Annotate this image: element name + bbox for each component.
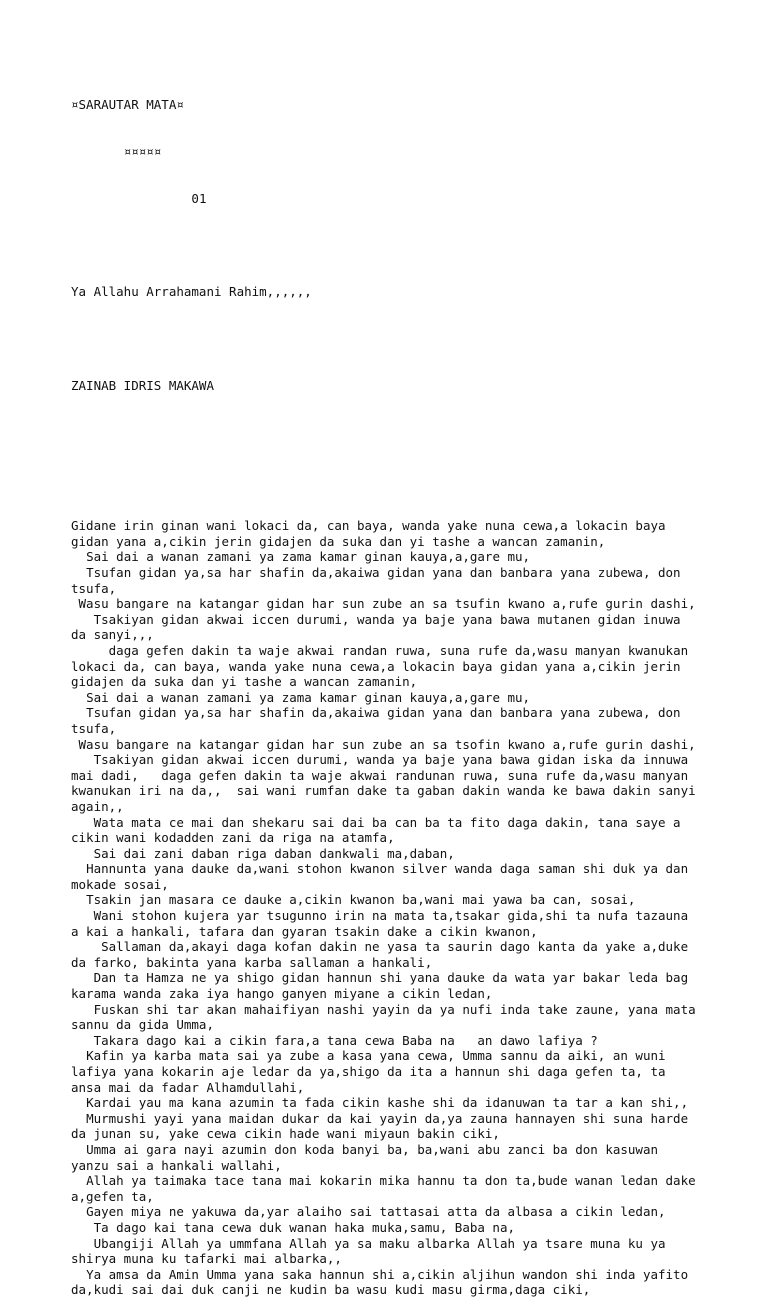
body-text-line: Kardai yau ma kana azumin ta fada cikin kashe shi da idanuwan ta tar a kan shi,, <box>71 1095 689 1111</box>
body-text-line: Hannunta yana dauke da,wani stohon kwanon silver wanda daga saman shi duk ya dan <box>71 861 689 877</box>
body-text-line: da sanyi,,, <box>71 627 154 643</box>
body-text-line: Tsufan gidan ya,sa har shafin da,akaiwa gidan yana dan banbara yana zubewa, don <box>71 565 681 580</box>
body-text-line: a,gefen ta, <box>71 1188 154 1204</box>
body-text-line: Wata mata ce mai dan shekaru sai dai ba can ba ta fito daga dakin, tana saye a <box>71 814 681 830</box>
body-text-line: Tsakiyan gidan akwai iccen durumi, wanda ya baje yana bawa gidan iska da innuwa <box>71 752 689 768</box>
body-text-line: gidan yana a,cikin jerin gidajen da suka dan yi tashe a wancan zamanin, <box>71 533 606 549</box>
body-text-line: Sai dai a wanan zamani ya zama kamar ginan kauya,a,gare mu, <box>71 689 531 705</box>
body-text-line: shirya muna ku tafarki mai albarka,, <box>71 1251 342 1267</box>
body-text-line: Gidane irin ginan wani lokaci da, can baya, wanda yake nuna cewa,a lokacin baya <box>71 518 666 534</box>
body-text-line: da farko, bakinta yana karba sallaman a hankali, <box>71 954 433 970</box>
body-text-line: Ta dago kai tana cewa duk wanan haka muka,samu, Baba na, <box>71 1219 516 1235</box>
body-text-line: karama wanda zaka iya hango ganyen miyane a cikin ledan, <box>71 986 493 1002</box>
document-page <box>71 66 731 1314</box>
body-text-line: daga gefen dakin ta waje akwai randan ruwa, suna rufe da,wasu manyan kwanukan <box>71 642 689 658</box>
body-text-line: ansa mai da fadar Alhamdullahi, <box>71 1079 305 1095</box>
body-text-line: yanzu sai a hankali wallahi, <box>71 1157 282 1173</box>
body-text-line: Takara dago kai a cikin fara,a tana cewa Baba na an dawo lafiya ? <box>71 1032 598 1048</box>
body-text-line: lokaci da, can baya, wanda yake nuna cewa,a lokacin baya gidan yana a,cikin jerin <box>71 658 681 674</box>
body-text-line: mai dadi, daga gefen dakin ta waje akwai randunan ruwa, suna rufe da,wasu manyan <box>71 767 689 783</box>
body-text-line: tsufa, <box>71 580 117 596</box>
body-text-line: tsufa, <box>71 720 117 736</box>
body-text-line: again,, <box>71 798 124 814</box>
title-ornament: ¤¤¤¤¤ <box>71 143 162 159</box>
body-text-line: Umma ai gara nayi azumin don koda banyi ba, ba,wani abu zanci ba don kasuwan <box>71 1141 659 1157</box>
blank-line <box>71 471 731 487</box>
body-text-line: Allah ya taimaka tace tana mai kokarin mika hannu ta don ta,bude wanan ledan dake <box>71 1173 696 1189</box>
body-text-line: cikin wani kodadden zani da riga na atamfa, <box>71 830 395 846</box>
body-text-line: Ya amsa da Amin Umma yana saka hannun shi a,cikin aljihun wandon shi inda yafito <box>71 1266 689 1282</box>
body-text-line: lafiya yana kokarin aje ledar da ya,shigo da ita a hannun shi daga gefen ta, ta <box>71 1064 666 1079</box>
body-text-line: Tsufan gidan ya,sa har shafin da,akaiwa gidan yana dan banbara yana zubewa, don <box>71 705 681 721</box>
body-text-line: mokade sosai, <box>71 876 169 892</box>
story-body <box>71 518 731 1298</box>
story-title: ¤SARAUTAR MATA¤ <box>71 97 184 113</box>
invocation-line: Ya Allahu Arrahamani Rahim,,,,,, <box>71 284 312 300</box>
blank-line <box>71 331 731 347</box>
body-text-line: Sai dai zani daban riga daban dankwali ma,daban, <box>71 845 455 861</box>
body-text-line: Dan ta Hamza ne ya shigo gidan hannun shi yana dauke da wata yar bakar leda bag <box>71 970 689 986</box>
body-text-line: Wasu bangare na katangar gidan har sun zube an sa tsufin kwano a,rufe gurin dashi, <box>71 596 696 612</box>
body-text-line: Wani stohon kujera yar tsugunno irin na mata ta,tsakar gida,shi ta nufa tazauna <box>71 908 689 924</box>
body-text-line: Wasu bangare na katangar gidan har sun zube an sa tsofin kwano a,rufe gurin dashi, <box>71 736 696 752</box>
chapter-number: 01 <box>71 190 207 206</box>
body-text-line: Gayen miya ne yakuwa da,yar alaiho sai tattasai atta da albasa a cikin ledan, <box>71 1204 666 1220</box>
body-text-line: Tsakiyan gidan akwai iccen durumi, wanda ya baje yana bawa mutanen gidan inuwa <box>71 611 681 627</box>
body-text-line: kwanukan iri na da,, sai wani rumfan dake ta gaban dakin wanda ke bawa dakin sanyi <box>71 783 696 799</box>
blank-line <box>71 238 731 254</box>
author-name: ZAINAB IDRIS MAKAWA <box>71 377 214 393</box>
body-text-line: Murmushi yayi yana maidan dukar da kai yayin da,ya zauna hannayen shi suna harde <box>71 1110 689 1126</box>
body-text-line: Kafin ya karba mata sai ya zube a kasa yana cewa, Umma sannu da aiki, an wuni <box>71 1048 666 1064</box>
body-text-line: da,kudi sai dai duk canji ne kudin ba wasu kudi masu girma,daga ciki, <box>71 1282 591 1298</box>
body-text-line: Sallaman da,akayi daga kofan dakin ne yasa ta saurin dago kanta da yake a,duke <box>71 939 689 955</box>
blank-line <box>71 425 731 441</box>
body-text-line: Fuskan shi tar akan mahaifiyan nashi yayin da ya nufi inda take zaune, yana mata <box>71 1001 696 1017</box>
body-text-line: sannu da gida Umma, <box>71 1017 214 1033</box>
body-text-line: Ubangiji Allah ya ummfana Allah ya sa maku albarka Allah ya tsare muna ku ya <box>71 1235 666 1251</box>
body-text-line: da junan su, yake cewa cikin hade wani miyaun bakin ciki, <box>71 1126 500 1142</box>
body-text-line: Tsakin jan masara ce dauke a,cikin kwanon ba,wani mai yawa ba can, sosai, <box>71 892 636 908</box>
body-text-line: gidajen da suka dan yi tashe a wancan zamanin, <box>71 674 418 690</box>
body-text-line: a kai a hankali, tafara dan gyaran tsakin dake a cikin kwanon, <box>71 923 538 939</box>
body-text-line: Sai dai a wanan zamani ya zama kamar ginan kauya,a,gare mu, <box>71 549 531 565</box>
